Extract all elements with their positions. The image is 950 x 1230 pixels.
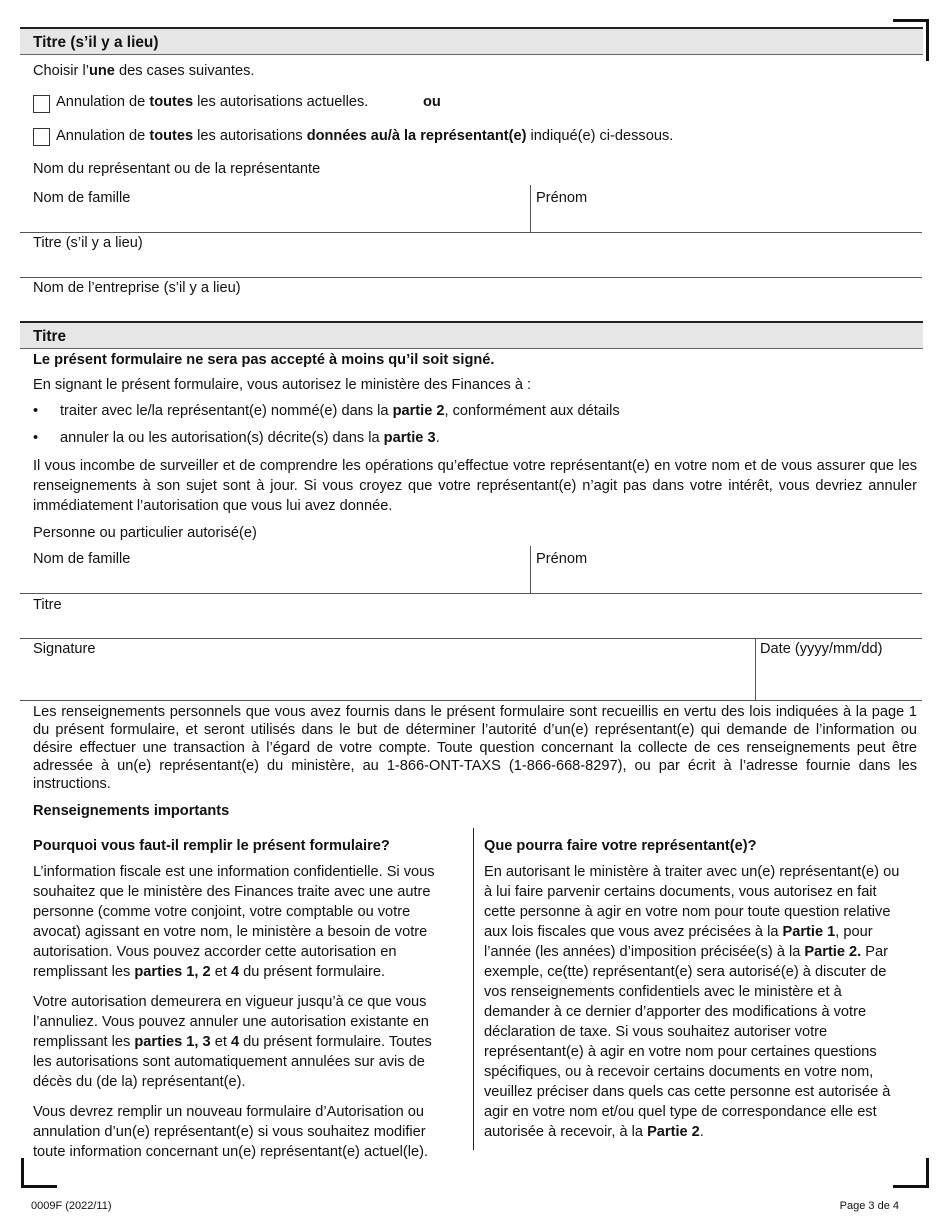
- cancel-all-checkbox[interactable]: [33, 95, 50, 113]
- cancel-rep-label: Annulation de toutes les autorisations données au/à la représentant(e) indiqué(e) ci-dessous.: [56, 128, 674, 144]
- left-paragraph: Votre autorisation demeurera en vigueur jusqu’à ce que vous l’annuliez. Vous pouvez annuler une autorisation existante en remplissant les parties 1, 3 et 4 du présent formulaire. Toutes les autorisations sont automatiquement annulées sur avis de décès du (de la) représentant(e).: [33, 994, 432, 1090]
- bullet-item: annuler la ou les autorisation(s) décrite(s) dans la partie 3.: [60, 430, 440, 446]
- rep-title-field[interactable]: Titre (s’il y a lieu): [33, 235, 143, 251]
- right-paragraph: En autorisant le ministère à traiter avec un(e) représentant(e) ou à lui faire parvenir certains documents, vous autorisez en fait cette personne à agir en votre nom pour toute question relative aux lois fiscales que vous avez précisées à la Partie 1, pour l’année (les années) d’imposition précisée(s) à la Partie 2. Par exemple, ce(tte) représentant(e) sera autorisé(e) à discuter de vos renseignements confidentiels avec le ministère et à demander à ce dernier d’apporter des modifications à votre déclaration de taxe. Si vous souhaitez autoriser votre représentant(e) à agir en votre nom pour certaines questions spécifiques, ou à recevoir certains documents en votre nom, veuillez préciser dans quels cas cette personne est autorisée à agir en votre nom et/ou quel type de correspondance elle est autorisée à recevoir, à la Partie 2.: [484, 864, 900, 1140]
- cancel-all-label: Annulation de toutes les autorisations actuelles.: [56, 94, 369, 110]
- right-column: Que pourra faire votre représentant(e)? En autorisant le ministère à traiter avec un(e) représentant(e) ou à lui faire parvenir certains documents, vous autorisez en fait cette personne à agir en votre nom pour toute question relative aux lois fiscales que vous avez précisées à la Partie 1, pour l’année (les années) d’imposition précisée(s) à la Partie 2. Par exemple, ce(tte) représentant(e) sera autorisé(e) à discuter de vos renseignements confidentiels avec le ministère et à demander à ce dernier d’apporter des modifications à votre déclaration de taxe. Si vous souhaitez autoriser votre représentant(e) à agir en votre nom pour certaines questions spécifiques, ou à recevoir certains documents en votre nom, veuillez préciser dans quels cas cette personne est autorisée à agir en votre nom et/ou quel type de correspondance elle est autorisée à recevoir, à la Partie 2.: [484, 836, 904, 1152]
- person-last-name-field[interactable]: Nom de famille: [33, 551, 131, 567]
- left-paragraph: Vous devrez remplir un nouveau formulaire d’Autorisation ou annulation d’un(e) représentant(e) si vous souhaitez modifier toute information concernant un(e) représentant(e) actuel(le).: [33, 1104, 429, 1160]
- bullet-item: traiter avec le/la représentant(e) nommé(e) dans la partie 2, conformément aux détails: [60, 403, 620, 419]
- privacy-paragraph: Les renseignements personnels que vous avez fournis dans le présent formulaire sont recueillis en vertu des lois indiquées à la page 1 du présent formulaire, et seront utilisés dans le but de déterminer l’autorité d’un(e) représentant(e) qui demande de l’information ou désire effectuer une transaction à l’égard de votre compte. Toute question concernant la collecte de ces renseignements peut être adressée à un(e) représentant(e) du ministère, au 1-866-ONT-TAXS (1-866-668-8297), ou par écrit à l’adresse fournie dans les instructions.: [33, 704, 917, 792]
- page-number: Page 3 de 4: [839, 1200, 899, 1212]
- rep-company-field[interactable]: Nom de l’entreprise (s’il y a lieu): [33, 280, 241, 296]
- corner-mark: [21, 1158, 24, 1188]
- authorization-intro: En signant le présent formulaire, vous autorisez le ministère des Finances à :: [33, 377, 532, 393]
- left-column: Pourquoi vous faut-il remplir le présent formulaire? L’information fiscale est une information confidentielle. Si vous souhaitez que le ministère des Finances traite avec une autre personne (comme votre conjoint, votre comptable ou votre avocat) agissant en votre nom, le ministère a besoin de votre autorisation. Vous pouvez accorder cette autorisation en remplissant les parties 1, 2 et 4 du présent formulaire. Votre autorisation demeurera en vigueur jusqu’à ce que vous l’annuliez. Vous pouvez annuler une autorisation existante en remplissant les parties 1, 3 et 4 du présent formulaire. Toutes les autorisations sont automatiquement annulées sur avis de décès du (de la) représentant(e). Vous devrez remplir un nouveau formulaire d’Autorisation ou annulation d’un(e) représentant(e) si vous souhaitez modifier toute information concernant un(e) représentant(e) actuel(le).: [33, 836, 453, 1172]
- part4-header: Titre: [20, 321, 923, 349]
- rep-name-label: Nom du représentant ou de la représentante: [33, 161, 321, 177]
- choose-instruction: Choisir l’une des cases suivantes.: [33, 63, 255, 79]
- important-info-title: Renseignements importants: [33, 803, 230, 819]
- rep-first-name-field[interactable]: Prénom: [536, 190, 588, 206]
- corner-mark: [926, 1158, 929, 1188]
- left-paragraph: L’information fiscale est une information confidentielle. Si vous souhaitez que le ministère des Finances traite avec une autre personne (comme votre conjoint, votre comptable ou votre avocat) agissant en votre nom, le ministère a besoin de votre autorisation. Vous pouvez accorder cette autorisation en remplissant les parties 1, 2 et 4 du présent formulaire.: [33, 864, 435, 980]
- person-title-field[interactable]: Titre: [33, 597, 62, 613]
- responsibility-paragraph: Il vous incombe de surveiller et de comprendre les opérations qu’effectue votre représentant(e) en votre nom et de vous assurer que les renseignements à son sujet sont à jour. Si vous croyez que votre représentant(e) n’agit pas dans votre intérêt, vous devriez annuler immédiatement l’autorisation que vous lui avez donnée.: [33, 458, 917, 514]
- bullet-icon: •: [33, 403, 39, 419]
- person-first-name-field[interactable]: Prénom: [536, 551, 588, 567]
- corner-mark: [893, 1185, 929, 1188]
- part3-header: Titre (s’il y a lieu): [20, 27, 923, 55]
- form-id: 0009F (2022/11): [31, 1200, 112, 1212]
- signature-warning: Le présent formulaire ne sera pas accepté à moins qu’il soit signé.: [33, 352, 495, 368]
- person-label: Personne ou particulier autorisé(e): [33, 525, 257, 541]
- signature-field[interactable]: Signature: [33, 641, 96, 657]
- rep-last-name-field[interactable]: Nom de famille: [33, 190, 131, 206]
- date-field[interactable]: Date (yyyy/mm/dd): [760, 641, 883, 657]
- corner-mark: [21, 1185, 57, 1188]
- or-label: ou: [423, 94, 441, 110]
- cancel-rep-checkbox[interactable]: [33, 128, 50, 146]
- corner-mark: [893, 19, 929, 22]
- bullet-icon: •: [33, 430, 39, 446]
- corner-mark: [926, 19, 929, 61]
